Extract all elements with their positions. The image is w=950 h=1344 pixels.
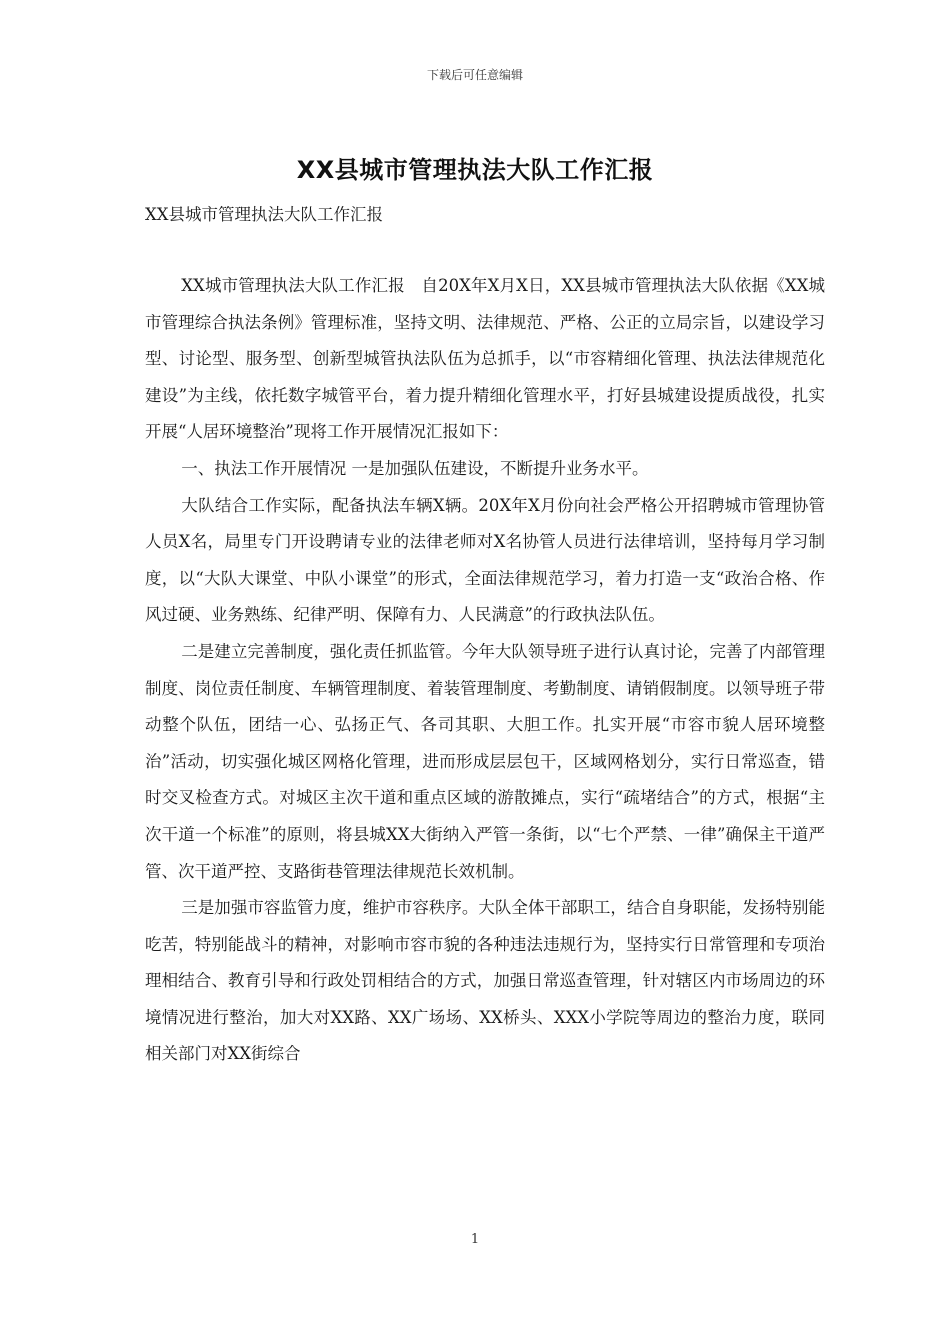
paragraph-systems: 二是建立完善制度，强化责任抓监管。今年大队领导班子进行认真讨论，完善了内部管理制度、岗位责任制度、车辆管理制度、着装管理制度、考勤制度、请销假制度。以领导班子带动整个队伍，团结一心、弘扬正气、各司其职、大胆工作。扎实开展“市容市貌人居环境整治”活动，切实强化城区网格化管理，进而形成层层包干，区域网格划分，实行日常巡查，错时交叉检查方式。对城区主次干道和重点区域的游散摊点，实行“疏堵结合”的方式，根据“主次干道一个标准”的原则，将县城XX大街纳入严管一条街，以“七个严禁、一律”确保主干道严管、次干道严控、支路街巷管理法律规范长效机制。 bbox=[145, 641, 825, 881]
paragraph-intro: XX城市管理执法大队工作汇报 自20X年X月X日，XX县城市管理执法大队依据《XX城市管理综合执法条例》管理标准，坚持文明、法律规范、严格、公正的立局宗旨，以建设学习型、讨论型、服务型、创新型城管执法队伍为总抓手，以“市容精细化管理、执法法律规范化建设”为主线，依托数字城管平台，着力提升精细化管理水平，打好县城建设提质战役，扎实开展“人居环境整治”现将工作开展情况汇报如下： bbox=[145, 276, 825, 442]
document-body bbox=[145, 268, 825, 1073]
paragraph-supervision: 三是加强市容监管力度，维护市容秩序。大队全体干部职工，结合自身职能，发扬特别能吃苦，特别能战斗的精神，对影响市容市貌的各种违法违规行为，坚持实行日常管理和专项治理相结合、教育引导和行政处罚相结合的方式，加强日常巡查管理，针对辖区内市场周边的环境情况进行整治，加大对XX路、XX广场场、XX桥头、XXX小学院等周边的整治力度，联同相关部门对XX街综合 bbox=[145, 898, 825, 1064]
paragraph-team-building: 大队结合工作实际，配备执法车辆X辆。20X年X月份向社会严格公开招聘城市管理协管人员X名，局里专门开设聘请专业的法律老师对X名协管人员进行法律培训，坚持每月学习制度，以“大队大课堂、中队小课堂”的形式，全面法律规范学习，着力打造一支“政治合格、作风过硬、业务熟练、纪律严明、保障有力、人民满意”的行政执法队伍。 bbox=[145, 495, 825, 625]
document-title: XX县城市管理执法大队工作汇报 bbox=[296, 156, 654, 184]
header-note: 下载后可任意编辑 bbox=[426, 68, 523, 82]
paragraph-section-one: 一、执法工作开展情况 一是加强队伍建设，不断提升业务水平。 bbox=[181, 458, 649, 478]
document-subtitle: XX县城市管理执法大队工作汇报 bbox=[145, 205, 383, 224]
page-number: 1 bbox=[470, 1232, 480, 1247]
